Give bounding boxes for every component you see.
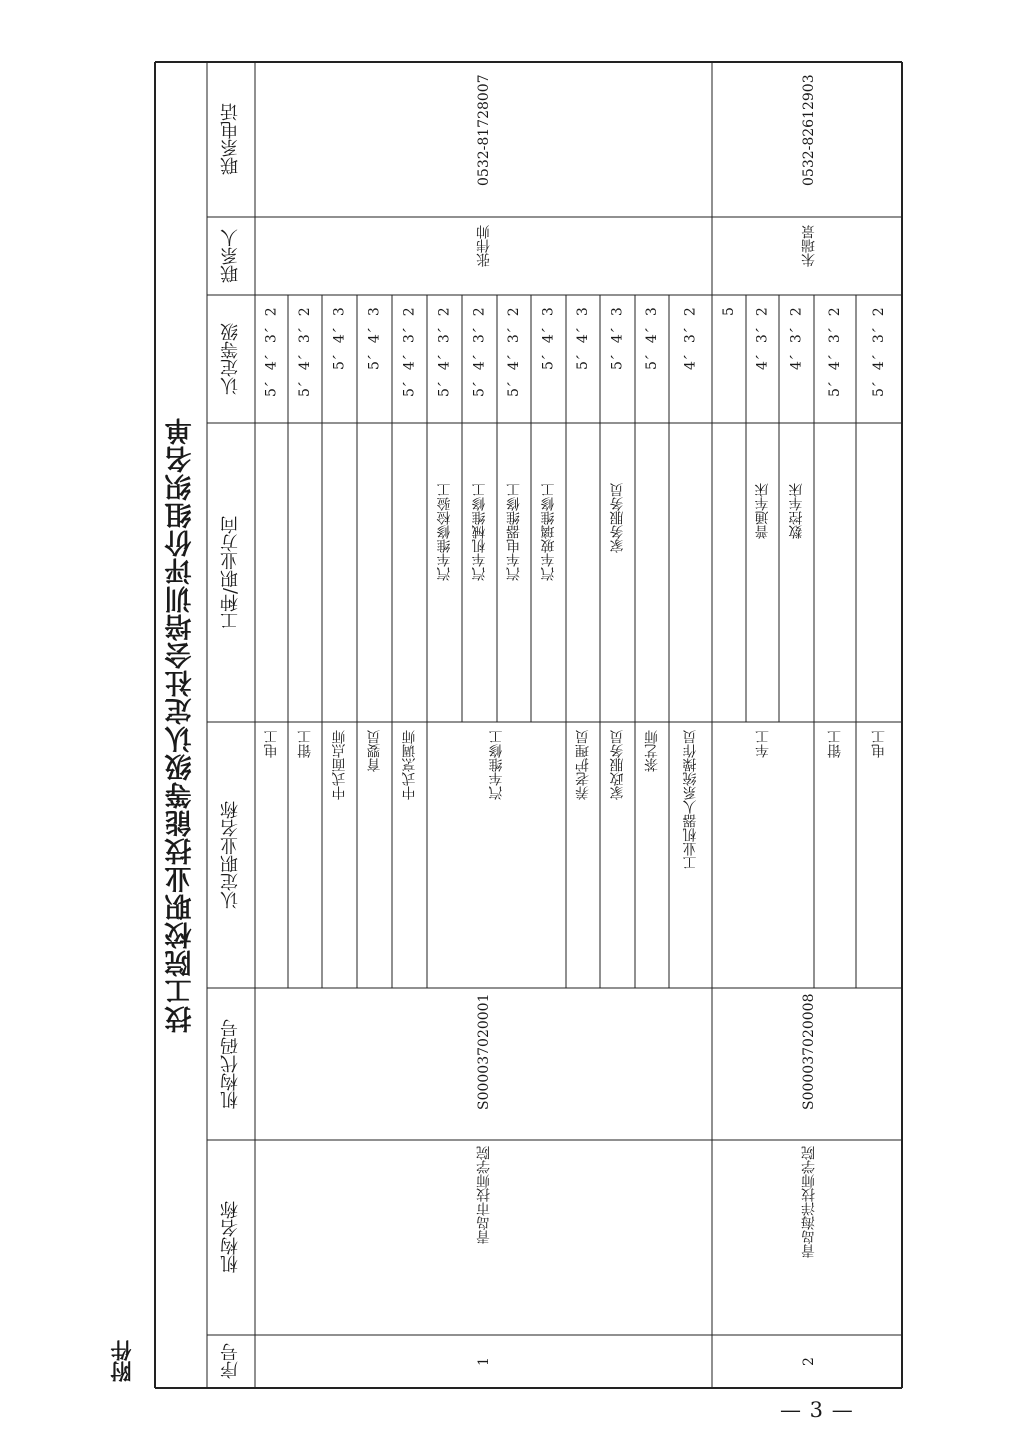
occupation-cell: 家政服务员: [609, 730, 626, 800]
level-cell: 5、4、3: [644, 305, 660, 370]
level-cell: 4、3、2: [788, 305, 805, 370]
org-seq: 1: [476, 1357, 492, 1366]
org-phone: 0532-82612903: [801, 74, 817, 186]
header-contact: 联系人: [220, 229, 241, 283]
header-direction: 工种/职业方向: [220, 515, 241, 630]
occupation-cell: 汽车维修工: [488, 730, 505, 800]
attachment-label: 附件: [110, 1340, 134, 1382]
level-cell: 5: [721, 305, 737, 316]
occupation-cell: 车工: [755, 730, 771, 758]
level-cell: 4、3、2: [754, 305, 771, 370]
level-cell: 5、4、3: [366, 305, 383, 370]
level-cell: 5、4、3、2: [471, 305, 488, 397]
level-cell: 5、4、3、2: [506, 305, 522, 397]
level-cell: 5、4、3、2: [297, 305, 313, 397]
header-phone: 联系电话: [220, 103, 241, 176]
header-org-code: 机构代码号: [220, 1019, 241, 1109]
org-code: S000037020001: [476, 994, 492, 1111]
org-name: 青岛市技师学院: [476, 1146, 492, 1244]
level-cell: 5、4、3: [575, 305, 591, 370]
header-level: 认定等级: [220, 323, 241, 395]
direction-cell: 汽车玻璃维修工: [540, 483, 557, 581]
org-name: 青岛海洋技师学院: [801, 1146, 817, 1258]
occupation-cell: 钳工: [827, 730, 843, 758]
org-contact: 张伟帅: [476, 225, 492, 267]
header-occupation: 认定职业名称: [220, 801, 241, 909]
direction-cell: 数控车床: [788, 483, 805, 539]
level-cell: 5、4、3: [331, 305, 348, 370]
direction-cell: 家务服务员: [609, 483, 626, 553]
level-cell: 5、4、3、2: [827, 305, 843, 397]
occupation-cell: 养老护理员: [575, 730, 591, 800]
occupation-cell: 电工: [263, 730, 280, 758]
direction-cell: 汽车机械维修工: [471, 483, 488, 581]
direction-cell: 汽车维修检验工: [436, 483, 453, 581]
level-cell: 5、4、3: [540, 305, 557, 370]
occupation-cell: 钳工: [297, 730, 313, 758]
occupation-cell: 茶艺师: [644, 730, 660, 772]
direction-cell: 汽车电器维修工: [506, 483, 522, 581]
occupation-cell: 育婴员: [366, 730, 383, 772]
org-phone: 0532-81728007: [476, 74, 492, 186]
occupation-cell: 电工: [871, 730, 887, 758]
direction-cell: 普通车床: [754, 483, 771, 539]
header-org-name: 机构名称: [220, 1201, 241, 1274]
occupation-cell: 工业机器人系统操作员: [682, 730, 699, 870]
header-seq: 序号: [220, 1343, 241, 1380]
occupation-cell: 中式烹调师: [401, 730, 418, 800]
level-cell: 5、4、3、2: [401, 305, 418, 397]
level-cell: 5、4、3、2: [263, 305, 280, 397]
level-cell: 5、4、3: [609, 305, 626, 370]
level-cell: 5、4、3、2: [436, 305, 453, 397]
org-contact: 朱瑞景: [801, 225, 817, 267]
org-code: S000037020008: [801, 994, 817, 1111]
level-cell: 5、4、3、2: [871, 305, 887, 397]
level-cell: 4、3、2: [682, 305, 699, 370]
org-seq: 2: [801, 1357, 817, 1366]
occupation-cell: 中式面点师: [331, 730, 348, 800]
page-number: — 3 —: [780, 1398, 854, 1422]
page-title: 技工院校职业技能等级认定社会培训评价组织名单: [165, 417, 197, 1033]
